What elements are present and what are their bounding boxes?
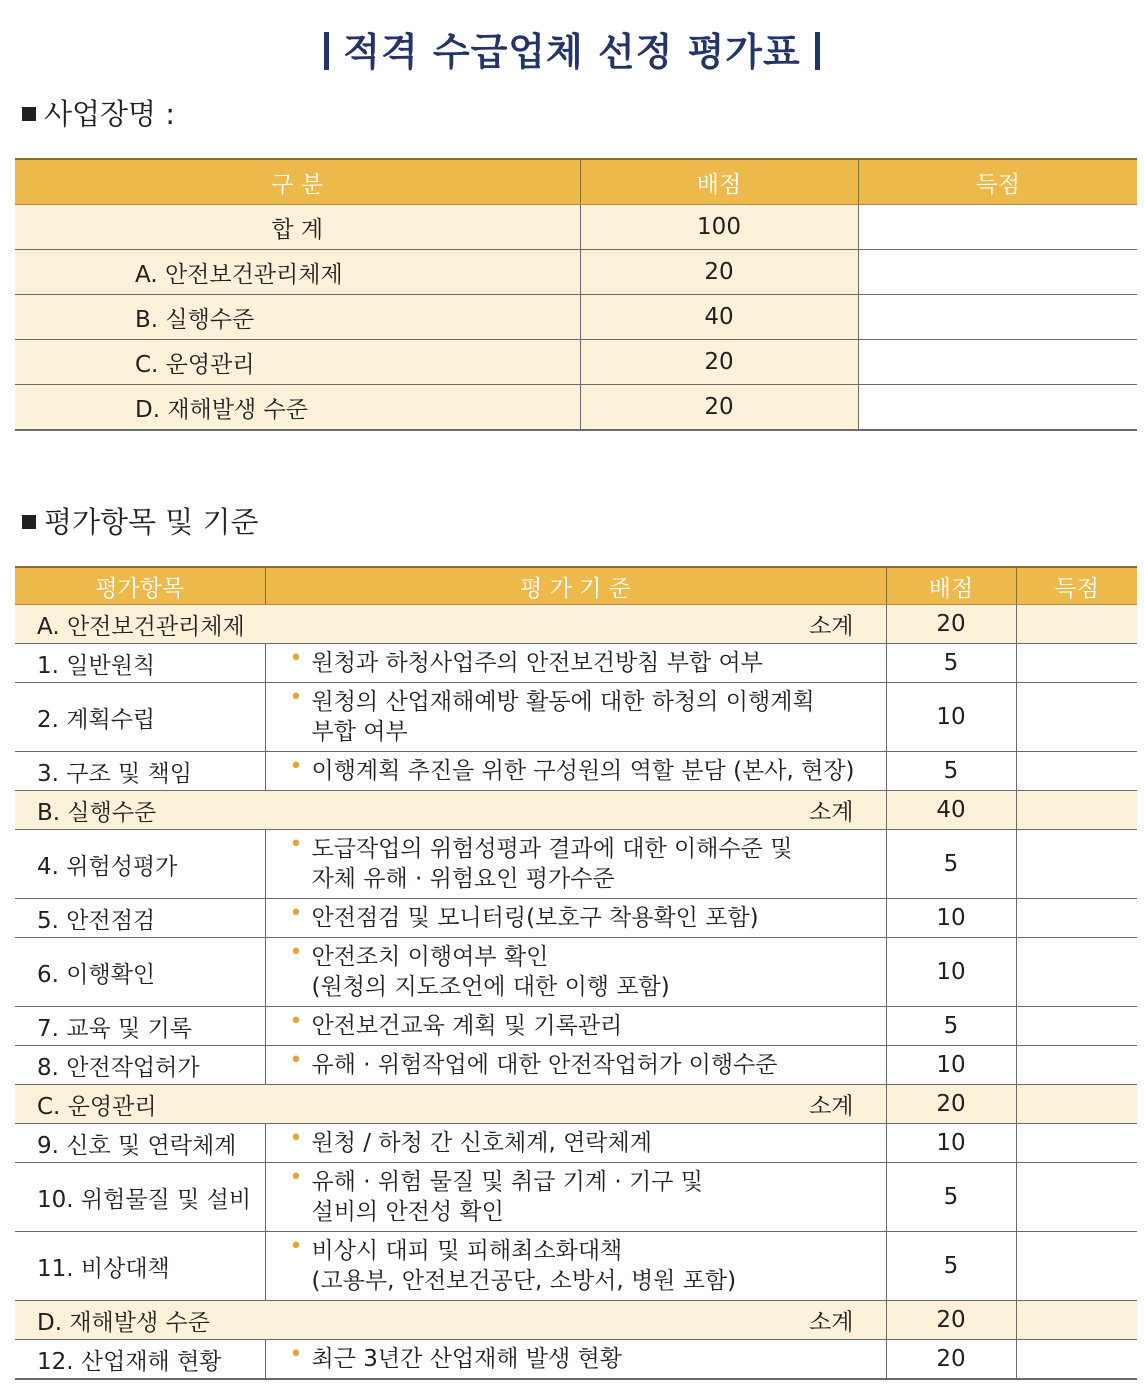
subtotal-label: 소계 <box>809 799 854 826</box>
criteria-row <box>15 830 1137 899</box>
group-name: C. 운영관리 <box>37 1093 157 1120</box>
criteria-line: 최근 3년간 산업재해 발생 현황 <box>311 1346 622 1372</box>
group-row <box>15 605 1137 644</box>
group-score-cell[interactable] <box>1016 791 1137 830</box>
group-name: B. 실행수준 <box>37 799 157 826</box>
criteria-line: 안전점검 및 모니터링(보호구 착용확인 포함) <box>311 905 759 931</box>
item-name: 7. 교육 및 기록 <box>15 1007 265 1046</box>
header-points: 배점 <box>580 159 858 205</box>
header-score: 득점 <box>858 159 1137 205</box>
group-row <box>15 791 1137 830</box>
summary-row <box>15 340 1137 385</box>
item-name: 3. 구조 및 책임 <box>15 752 265 791</box>
group-name: D. 재해발생 수준 <box>37 1309 210 1336</box>
criteria-cell <box>265 1163 886 1232</box>
group-score-cell[interactable] <box>1016 605 1137 644</box>
header-item: 평가항목 <box>15 567 265 605</box>
criteria-cell <box>265 1007 886 1046</box>
criteria-line: 원청의 산업재해예방 활동에 대한 하청의 이행계획 <box>311 689 815 715</box>
criteria-line: 부합 여부 <box>311 719 408 745</box>
group-cell <box>15 1085 886 1124</box>
summary-total-row <box>15 205 1137 250</box>
bullet-icon: • <box>289 940 303 965</box>
summary-table <box>15 158 1137 431</box>
section-heading-workplace <box>22 94 175 134</box>
square-bullet-icon <box>22 515 36 529</box>
summary-score-cell[interactable] <box>858 385 1137 431</box>
item-points: 10 <box>886 938 1016 1007</box>
criteria-line: 원청 / 하청 간 신호체계, 연락체계 <box>311 1130 652 1156</box>
item-name: 9. 신호 및 연락체계 <box>15 1124 265 1163</box>
group-score-cell[interactable] <box>1016 1301 1137 1340</box>
criteria-line: (원청의 지도조언에 대한 이행 포함) <box>311 974 670 1000</box>
criteria-line: 원청과 하청사업주의 안전보건방침 부합 여부 <box>311 650 763 676</box>
summary-item-label: A. 안전보건관리체제 <box>15 250 580 295</box>
item-name: 4. 위험성평가 <box>15 830 265 899</box>
group-cell <box>15 1301 886 1340</box>
item-score-cell[interactable] <box>1016 1007 1137 1046</box>
group-points: 40 <box>886 791 1016 830</box>
group-name: A. 안전보건관리체제 <box>37 613 245 640</box>
bullet-icon: • <box>289 1048 303 1073</box>
criteria-row <box>15 1007 1137 1046</box>
item-score-cell[interactable] <box>1016 899 1137 938</box>
criteria-line: 유해 · 위험작업에 대한 안전작업허가 이행수준 <box>311 1052 778 1078</box>
criteria-cell <box>265 938 886 1007</box>
title-bar-left <box>324 32 329 70</box>
total-label: 합 계 <box>15 205 580 250</box>
group-row <box>15 1085 1137 1124</box>
criteria-cell <box>265 830 886 899</box>
item-points: 5 <box>886 830 1016 899</box>
item-name: 2. 계획수립 <box>15 683 265 752</box>
item-points: 5 <box>886 752 1016 791</box>
criteria-line: 도급작업의 위험성평과 결과에 대한 이해수준 및 <box>311 836 793 862</box>
group-points: 20 <box>886 1085 1016 1124</box>
item-score-cell[interactable] <box>1016 938 1137 1007</box>
item-name: 11. 비상대책 <box>15 1232 265 1301</box>
criteria-cell <box>265 1340 886 1380</box>
criteria-line: 이행계획 추진을 위한 구성원의 역할 분담 (본사, 현장) <box>311 758 855 784</box>
item-score-cell[interactable] <box>1016 1340 1137 1380</box>
criteria-row <box>15 683 1137 752</box>
item-name: 6. 이행확인 <box>15 938 265 1007</box>
group-points: 20 <box>886 605 1016 644</box>
criteria-line: 설비의 안전성 확인 <box>311 1199 504 1225</box>
criteria-line: (고용부, 안전보건공단, 소방서, 병원 포함) <box>311 1268 737 1294</box>
group-row <box>15 1301 1137 1340</box>
criteria-row <box>15 1046 1137 1085</box>
criteria-row <box>15 1124 1137 1163</box>
summary-row <box>15 385 1137 431</box>
item-points: 5 <box>886 1232 1016 1301</box>
bullet-icon: • <box>289 832 303 857</box>
group-cell <box>15 791 886 830</box>
summary-score-cell[interactable] <box>858 250 1137 295</box>
bullet-icon: • <box>289 754 303 779</box>
criteria-line: 안전보건교육 계획 및 기록관리 <box>311 1013 623 1039</box>
summary-score-cell[interactable] <box>858 340 1137 385</box>
item-points: 5 <box>886 1163 1016 1232</box>
bullet-icon: • <box>289 1234 303 1259</box>
bullet-icon: • <box>289 1009 303 1034</box>
header-score: 득점 <box>1016 567 1137 605</box>
bullet-icon: • <box>289 1165 303 1190</box>
criteria-table <box>15 566 1137 1380</box>
summary-row <box>15 250 1137 295</box>
header-category: 구 분 <box>15 159 580 205</box>
criteria-row <box>15 1232 1137 1301</box>
total-score-cell[interactable] <box>858 205 1137 250</box>
item-name: 5. 안전점검 <box>15 899 265 938</box>
criteria-line: 비상시 대피 및 피해최소화대책 <box>311 1238 623 1264</box>
criteria-cell <box>265 1124 886 1163</box>
summary-score-cell[interactable] <box>858 295 1137 340</box>
criteria-line: 안전조치 이행여부 확인 <box>311 944 549 970</box>
item-points: 10 <box>886 1124 1016 1163</box>
summary-item-points: 20 <box>580 385 858 431</box>
item-points: 5 <box>886 644 1016 683</box>
section-heading-criteria <box>22 502 259 542</box>
criteria-cell <box>265 644 886 683</box>
title-bar-right <box>815 32 820 70</box>
title-text: 적격 수급업체 선정 평가표 <box>343 30 801 74</box>
summary-header-row <box>15 159 1137 205</box>
summary-item-points: 40 <box>580 295 858 340</box>
bullet-icon: • <box>289 646 303 671</box>
criteria-cell <box>265 752 886 791</box>
section-heading-text: 평가항목 및 기준 <box>44 505 259 539</box>
criteria-row <box>15 938 1137 1007</box>
group-score-cell[interactable] <box>1016 1085 1137 1124</box>
header-criteria: 평 가 기 준 <box>265 567 886 605</box>
item-points: 10 <box>886 683 1016 752</box>
criteria-header-row <box>15 567 1137 605</box>
criteria-cell <box>265 1232 886 1301</box>
bullet-icon: • <box>289 1126 303 1151</box>
summary-item-label: D. 재해발생 수준 <box>15 385 580 431</box>
item-points: 10 <box>886 899 1016 938</box>
criteria-row <box>15 1340 1137 1380</box>
summary-row <box>15 295 1137 340</box>
criteria-cell <box>265 683 886 752</box>
item-points: 10 <box>886 1046 1016 1085</box>
total-points: 100 <box>580 205 858 250</box>
criteria-row <box>15 644 1137 683</box>
section-heading-text: 사업장명 : <box>44 97 176 131</box>
criteria-row <box>15 1163 1137 1232</box>
item-score-cell[interactable] <box>1016 1046 1137 1085</box>
item-score-cell[interactable] <box>1016 752 1137 791</box>
item-name: 8. 안전작업허가 <box>15 1046 265 1085</box>
criteria-cell <box>265 1046 886 1085</box>
item-points: 5 <box>886 1007 1016 1046</box>
summary-item-label: C. 운영관리 <box>15 340 580 385</box>
summary-item-points: 20 <box>580 340 858 385</box>
bullet-icon: • <box>289 685 303 710</box>
subtotal-label: 소계 <box>809 1093 854 1120</box>
bullet-icon: • <box>289 1342 303 1367</box>
bullet-icon: • <box>289 901 303 926</box>
item-score-cell[interactable] <box>1016 683 1137 752</box>
group-points: 20 <box>886 1301 1016 1340</box>
summary-item-label: B. 실행수준 <box>15 295 580 340</box>
item-score-cell[interactable] <box>1016 644 1137 683</box>
page-title <box>0 26 1144 78</box>
criteria-line: 자체 유해 · 위험요인 평가수준 <box>311 866 615 892</box>
item-name: 1. 일반원칙 <box>15 644 265 683</box>
header-points: 배점 <box>886 567 1016 605</box>
item-name: 10. 위험물질 및 설비 <box>15 1163 265 1232</box>
item-name: 12. 산업재해 현황 <box>15 1340 265 1380</box>
item-score-cell[interactable] <box>1016 830 1137 899</box>
subtotal-label: 소계 <box>809 613 854 640</box>
criteria-cell <box>265 899 886 938</box>
item-score-cell[interactable] <box>1016 1232 1137 1301</box>
subtotal-label: 소계 <box>809 1309 854 1336</box>
item-score-cell[interactable] <box>1016 1124 1137 1163</box>
criteria-body <box>15 605 1137 1380</box>
criteria-row <box>15 752 1137 791</box>
summary-item-points: 20 <box>580 250 858 295</box>
criteria-row <box>15 899 1137 938</box>
item-points: 20 <box>886 1340 1016 1380</box>
square-bullet-icon <box>22 107 36 121</box>
group-cell <box>15 605 886 644</box>
criteria-line: 유해 · 위험 물질 및 취급 기계 · 기구 및 <box>311 1169 703 1195</box>
item-score-cell[interactable] <box>1016 1163 1137 1232</box>
